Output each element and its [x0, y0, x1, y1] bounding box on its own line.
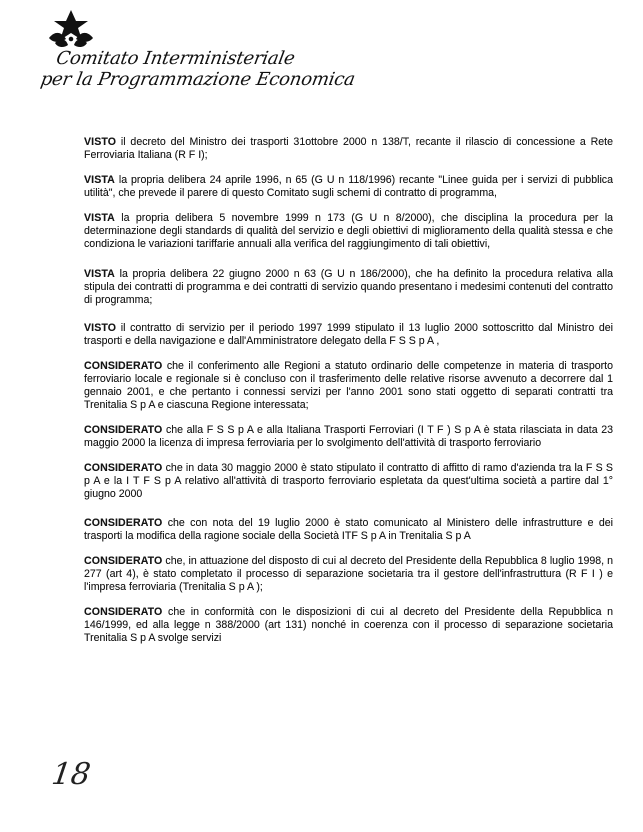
paragraph-text: che in data 30 maggio 2000 è stato stipulato il contratto di affitto di ramo d'azienda tra la F S S p A e la I T F S p A relativo all'attività di trasporto ferroviario espletata da quest'ultima società a partire dal 1° giugno 2000 — [84, 462, 613, 500]
page-mark: 18 — [49, 757, 93, 792]
paragraph — [84, 212, 613, 251]
paragraph-text: la propria delibera 5 novembre 1999 n 173 (G U n 8/2000), che disciplina la procedura per la determinazione degli standards di qualità del servizio e degli obiettivi di miglioramento della qualità stessa e che condiziona le variazioni tariffarie annuali alla verifica del raggiungimento di tali obiettivi, — [84, 212, 613, 250]
paragraph-text: che con nota del 19 luglio 2000 è stato comunicato al Ministero delle infrastrutture e dei trasporti la modifica della ragione sociale della Società ITF S p A in Trenitalia S p A — [84, 517, 613, 542]
paragraph-text: il decreto del Ministro dei trasporti 31ottobre 2000 n 138/T, recante il rilascio di concessione a Rete Ferroviaria Italiana (R F I); — [84, 136, 613, 161]
paragraph-lead: VISTA — [84, 268, 115, 280]
paragraph-lead: VISTA — [84, 174, 115, 186]
paragraph — [84, 462, 613, 501]
paragraph-text: che in conformità con le disposizioni di cui al decreto del Presidente della Repubblica n 146/1999, ed alla legge n 388/2000 (art 131) nonché in coerenza con il processo di separazione societaria Trenitalia S p A svolge servizi — [84, 606, 613, 644]
paragraph-lead: CONSIDERATO — [84, 555, 163, 567]
paragraph — [84, 424, 613, 450]
paragraph-text: che alla F S S p A e alla Italiana Trasporti Ferroviari (I T F ) S p A è stata rilasciata in data 23 maggio 2000 la licenza di impresa ferroviaria per lo svolgimento dell'attività di trasporto ferroviario — [84, 424, 613, 449]
paragraph — [84, 268, 613, 307]
paragraph-lead: VISTA — [84, 212, 115, 224]
paragraph — [84, 174, 613, 200]
paragraph-lead: CONSIDERATO — [84, 360, 163, 372]
paragraph-lead: CONSIDERATO — [84, 424, 163, 436]
paragraph-lead: CONSIDERATO — [84, 517, 163, 529]
document-body — [84, 136, 613, 657]
paragraph — [84, 322, 613, 348]
paragraph-text: la propria delibera 22 giugno 2000 n 63 (G U n 186/2000), che ha definito la procedura relativa alla stipula dei contratti di programma e dei contratti di servizio quando presentano i medesimi contenuti del contratto di programma; — [84, 268, 613, 306]
paragraph-lead: CONSIDERATO — [84, 462, 163, 474]
paragraph-lead: CONSIDERATO — [84, 606, 163, 618]
paragraph-text: il contratto di servizio per il periodo 1997 1999 stipulato il 13 luglio 2000 sottoscritto dal Ministro dei trasporti e della navigazione e dall'Amministratore delegato della F S S p A , — [84, 322, 613, 347]
paragraph-lead: VISTO — [84, 136, 117, 148]
committee-heading — [38, 48, 357, 90]
paragraph-lead: VISTO — [84, 322, 117, 334]
paragraph — [84, 555, 613, 594]
paragraph-text: che il conferimento alle Regioni a statuto ordinario delle competenze in materia di trasporto ferroviario locale e regionale si è concluso con il trasferimento delle relative risorse avvenuto a decorrere dal 1 gennaio 2001, e che pertanto i connessi servizi per l'anno 2001 sono stati oggetto di separati contratti tra Trenitalia S p A e ciascuna Regione interessata; — [84, 360, 613, 411]
emblem-icon — [44, 8, 98, 52]
committee-heading-line-2: per la Programmazione Economica — [38, 68, 357, 90]
committee-heading-line-1: Comitato Interministeriale — [54, 48, 297, 69]
paragraph-text: la propria delibera 24 aprile 1996, n 65 (G U n 118/1996) recante "Linee guida per i servizi di pubblica utilità", che prevede il parere di questo Comitato sugli schemi di contratto di programma, — [84, 174, 613, 199]
paragraph — [84, 360, 613, 412]
paragraph-text: che, in attuazione del disposto di cui al decreto del Presidente della Repubblica 8 luglio 1998, n 277 (art 4), è stato completato il processo di separazione societaria tra il gestore dell'infrastruttura (R F I ) e l'impresa ferroviaria (Trenitalia S p A ); — [84, 555, 613, 593]
paragraph — [84, 517, 613, 543]
paragraph — [84, 606, 613, 645]
paragraph — [84, 136, 613, 162]
